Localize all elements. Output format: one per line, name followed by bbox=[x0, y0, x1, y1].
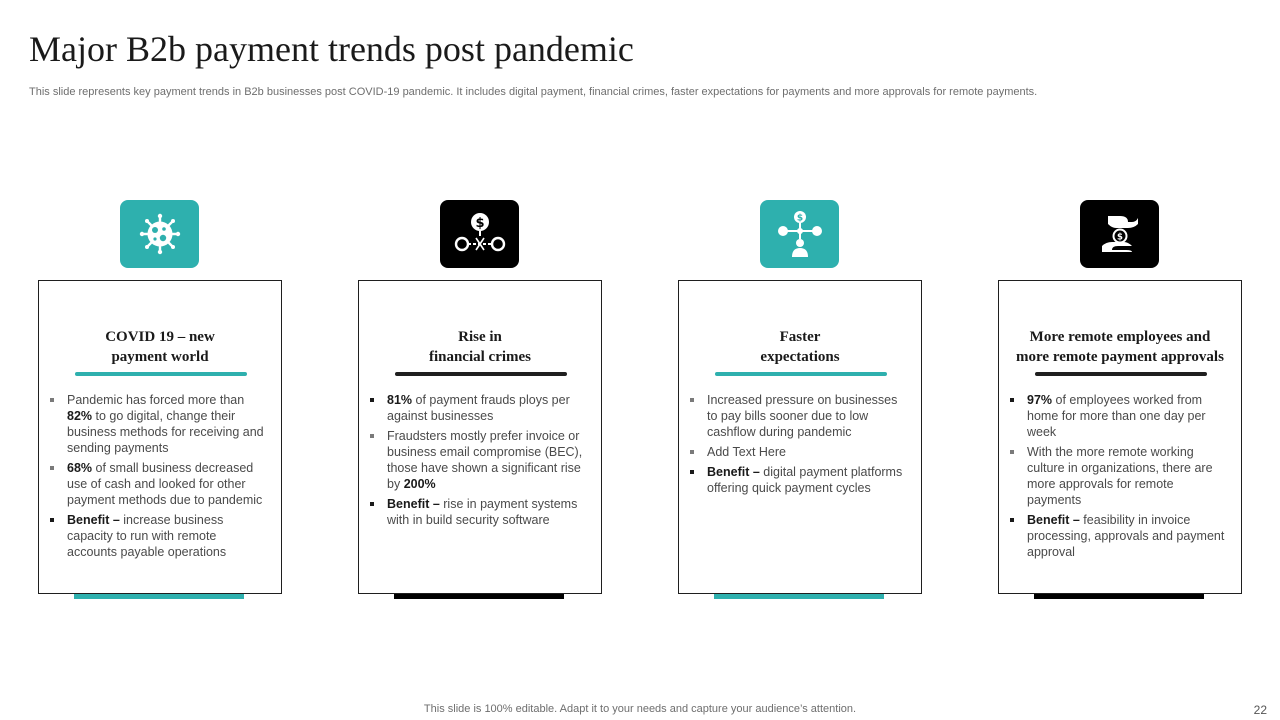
card-title-line: COVID 19 – new bbox=[105, 329, 215, 345]
bullet-list bbox=[369, 392, 587, 532]
bullet-item: Add Text Here bbox=[689, 444, 907, 460]
svg-text:$: $ bbox=[796, 213, 803, 224]
card-title-underline bbox=[395, 372, 567, 376]
benefit-item: Benefit – increase business capacity to run with remote accounts payable operations bbox=[49, 512, 267, 560]
bullet-item: 97% of employees worked from home for more than one day per week bbox=[1009, 392, 1227, 440]
card-title-line: expectations bbox=[760, 349, 840, 365]
card-bottom-accent bbox=[394, 594, 564, 599]
bullet-list bbox=[1009, 392, 1227, 564]
card-title-line: More remote employees and bbox=[1029, 329, 1211, 345]
card-title-line: Faster bbox=[779, 329, 821, 345]
card-title bbox=[359, 327, 601, 367]
slide-title: Major B2b payment trends post pandemic bbox=[29, 29, 634, 69]
trend-column-covid bbox=[38, 200, 284, 600]
benefit-item: Benefit – digital payment platforms offering quick payment cycles bbox=[689, 464, 907, 496]
benefit-item: Benefit – feasibility in invoice processing, approvals and payment approval bbox=[1009, 512, 1227, 560]
trend-card bbox=[678, 280, 922, 594]
svg-text:$: $ bbox=[474, 216, 485, 231]
hand-coin-icon-tile bbox=[1080, 200, 1159, 268]
svg-text:$: $ bbox=[1116, 232, 1123, 243]
card-title-line: Rise in bbox=[458, 329, 502, 345]
hand-coin-icon bbox=[1098, 212, 1142, 256]
footer-note: This slide is 100% editable. Adapt it to your needs and capture your audience’s attention. bbox=[423, 703, 857, 715]
card-title bbox=[999, 327, 1241, 367]
benefit-item: Benefit – rise in payment systems with in build security software bbox=[369, 496, 587, 528]
card-title bbox=[679, 327, 921, 367]
card-title-underline bbox=[75, 372, 247, 376]
bullet-item: 68% of small business decreased use of cash and looked for other payment methods due to pandemic bbox=[49, 460, 267, 508]
bullet-item: 81% of payment frauds ploys per against businesses bbox=[369, 392, 587, 424]
dollar-handcuffs-icon bbox=[454, 210, 506, 258]
card-title-line: more remote payment approvals bbox=[1016, 349, 1224, 365]
payment-network-icon-tile bbox=[760, 200, 839, 268]
trend-column-financial-crimes bbox=[358, 200, 604, 600]
trend-card bbox=[38, 280, 282, 594]
bullet-list bbox=[49, 392, 267, 564]
virus-icon bbox=[138, 212, 182, 256]
card-bottom-accent bbox=[74, 594, 244, 599]
trend-column-faster-expectations bbox=[678, 200, 924, 600]
bullet-item: Fraudsters mostly prefer invoice or business email compromise (BEC), those have shown a significant rise by 200% bbox=[369, 428, 587, 492]
slide-subtitle: This slide represents key payment trends in B2b businesses post COVID-19 pandemic. It includes digital payment, financial crimes, faster expectations for payments and more approvals for remote payments. bbox=[29, 86, 1038, 98]
card-title-underline bbox=[1035, 372, 1207, 376]
bullet-item: Increased pressure on businesses to pay bills sooner due to low cashflow during pandemic bbox=[689, 392, 907, 440]
bullet-item: With the more remote working culture in organizations, there are more approvals for remote payments bbox=[1009, 444, 1227, 508]
virus-icon-tile bbox=[120, 200, 199, 268]
bullet-item: Pandemic has forced more than 82% to go digital, change their business methods for receiving and sending payments bbox=[49, 392, 267, 456]
card-bottom-accent bbox=[714, 594, 884, 599]
card-title bbox=[39, 327, 281, 367]
dollar-handcuffs-icon-tile bbox=[440, 200, 519, 268]
bullet-list bbox=[689, 392, 907, 500]
trend-column-remote-approvals bbox=[998, 200, 1244, 600]
trend-card bbox=[358, 280, 602, 594]
page-number: 22 bbox=[1253, 703, 1267, 717]
card-title-underline bbox=[715, 372, 887, 376]
card-title-line: financial crimes bbox=[428, 349, 532, 365]
card-title-line: payment world bbox=[111, 349, 209, 365]
card-bottom-accent bbox=[1034, 594, 1204, 599]
payment-network-icon bbox=[775, 209, 825, 259]
trend-card bbox=[998, 280, 1242, 594]
